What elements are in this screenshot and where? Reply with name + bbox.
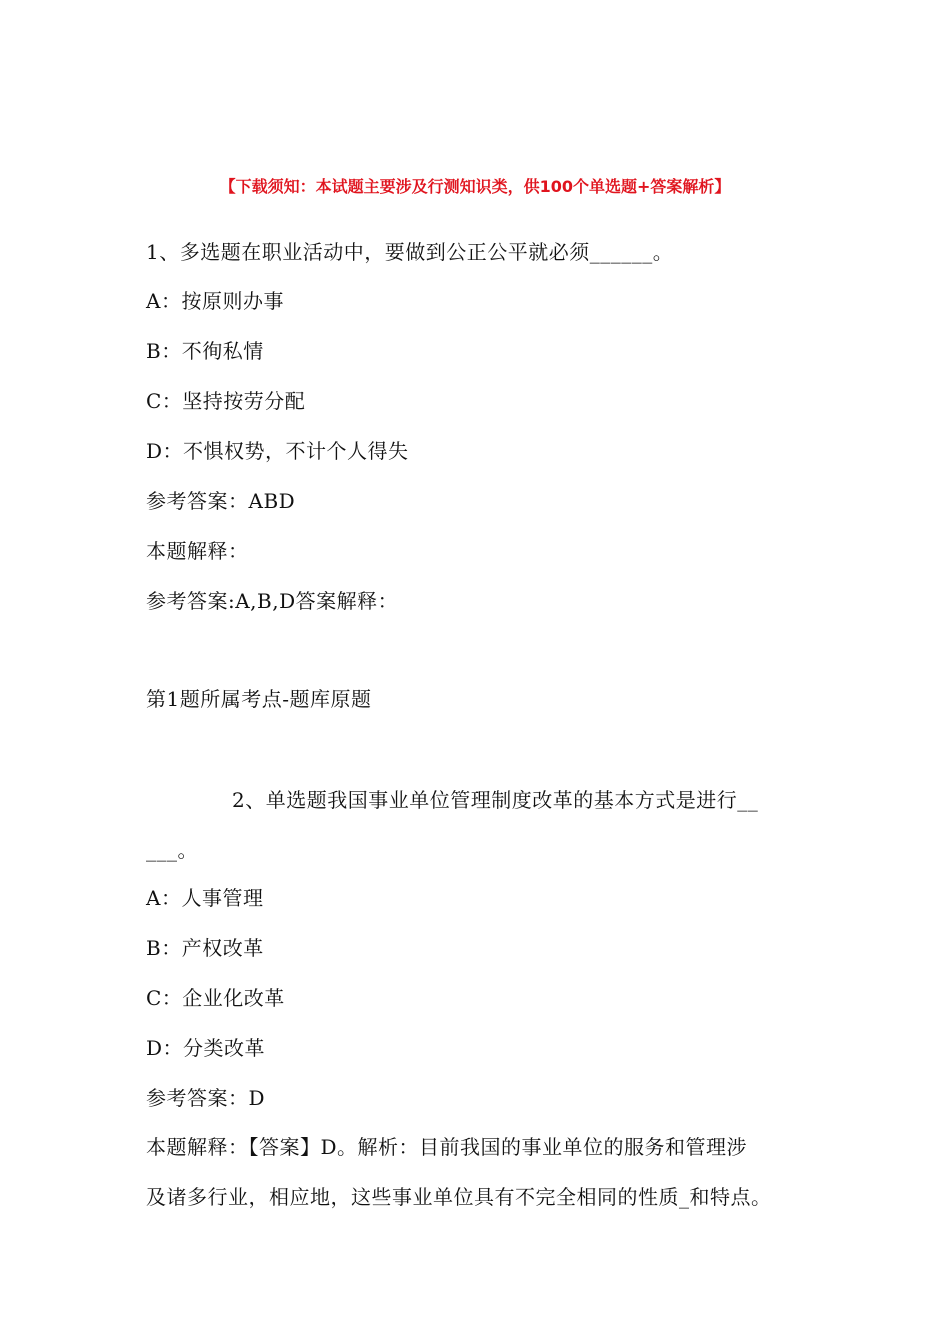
question-2-text-line2: ___。 (146, 838, 198, 862)
question-2-text-line1: 2、单选题我国事业单位管理制度改革的基本方式是进行__ (232, 788, 759, 812)
question-2-explanation-line1: 本题解释：【答案】D。解析：目前我国的事业单位的服务和管理涉 (146, 1135, 748, 1159)
question-1-answer: 参考答案：ABD (146, 489, 296, 513)
download-notice: 【下载须知：本试题主要涉及行测知识类，供100个单选题+答案解析】 (219, 177, 731, 196)
question-2-option-c: C：企业化改革 (146, 986, 285, 1010)
question-1-option-a: A：按原则办事 (146, 289, 284, 313)
question-1-text: 1、多选题在职业活动中，要做到公正公平就必须______。 (146, 240, 674, 264)
question-2-option-a: A：人事管理 (146, 886, 264, 910)
question-2-answer: 参考答案：D (146, 1086, 266, 1110)
question-2-option-d: D：分类改革 (146, 1036, 266, 1060)
question-1-explanation-label: 本题解释： (146, 539, 249, 563)
question-1-explanation: 参考答案:A,B,D答案解释： (146, 589, 399, 613)
question-1-option-c: C：坚持按劳分配 (146, 389, 306, 413)
question-1-source: 第1题所属考点-题库原题 (146, 687, 372, 711)
question-1-option-d: D：不惧权势，不计个人得失 (146, 439, 409, 463)
question-2-explanation-line2: 及诸多行业，相应地，这些事业单位具有不完全相同的性质_和特点。 (146, 1185, 772, 1209)
question-2-option-b: B：产权改革 (146, 936, 264, 960)
question-1-option-b: B：不徇私情 (146, 339, 264, 363)
